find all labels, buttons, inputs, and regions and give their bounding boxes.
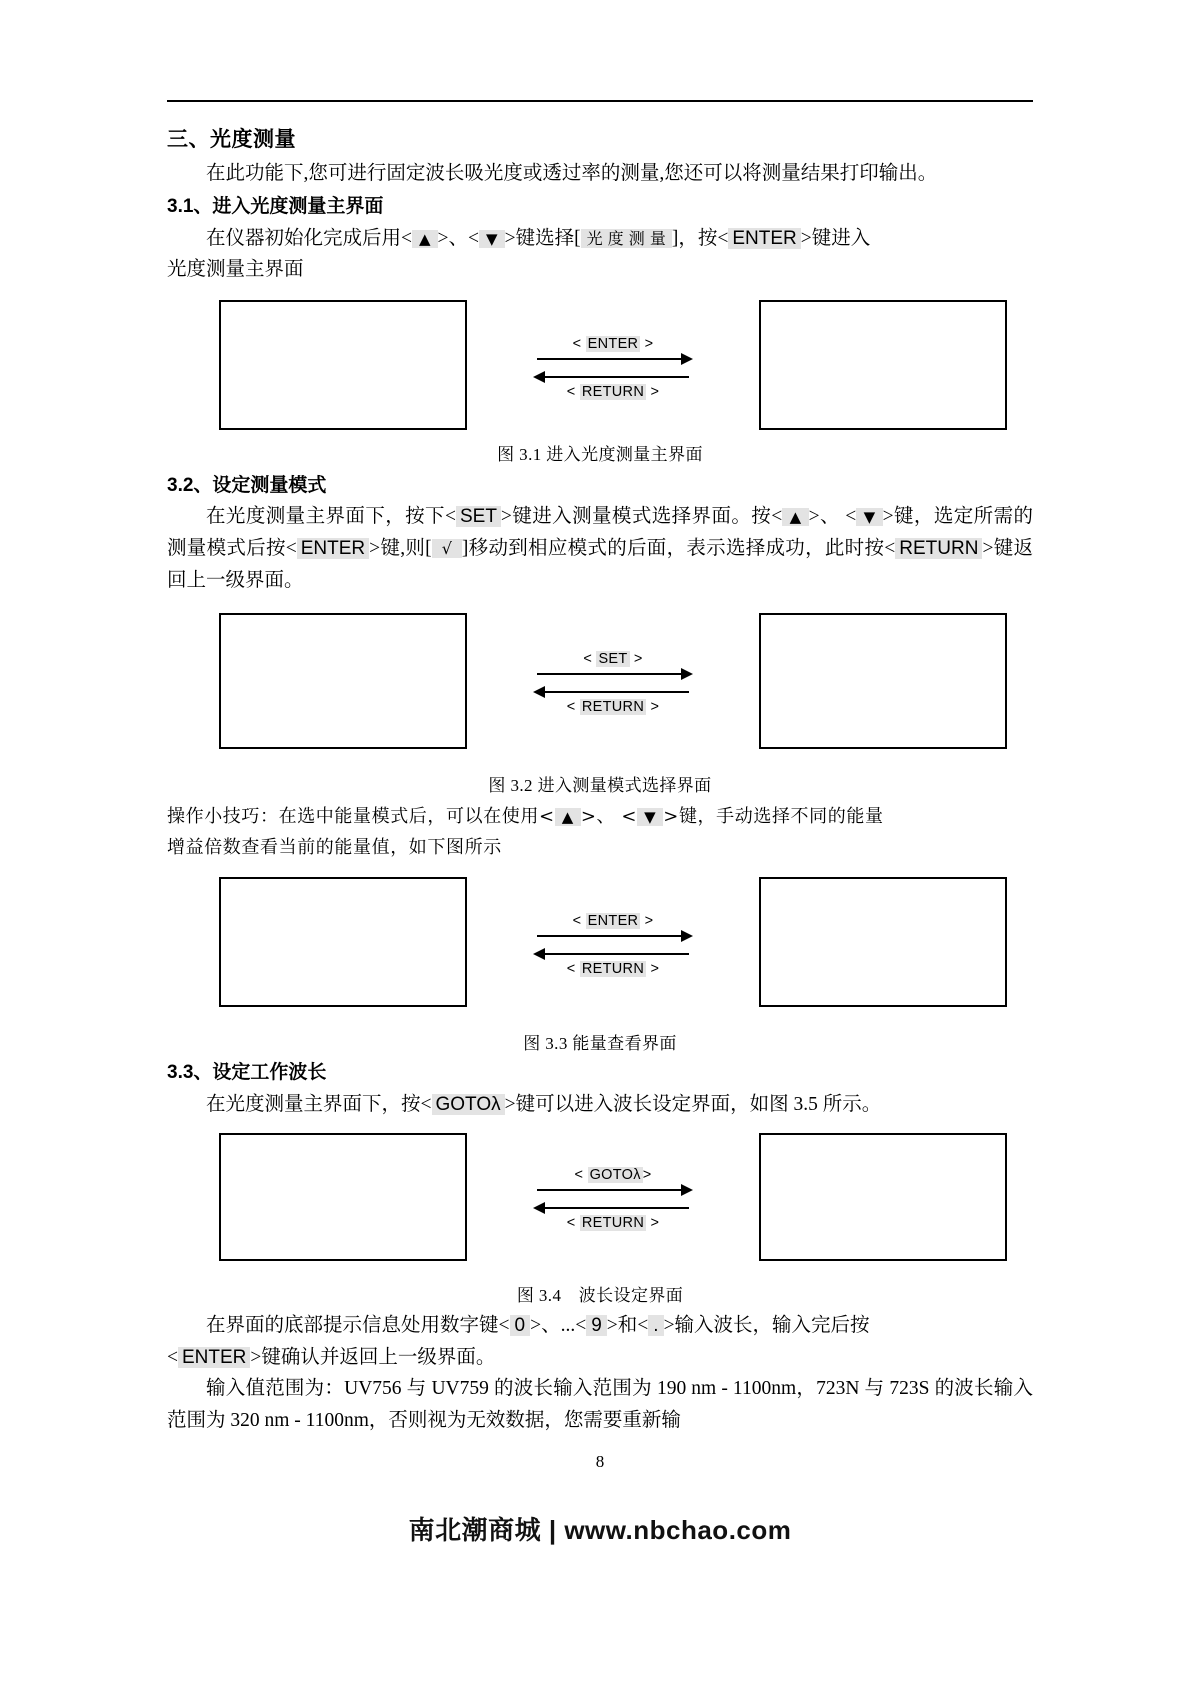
text-run: >键确认并返回上一级界面。 (250, 1346, 496, 1368)
page-title: 三、光度测量 (167, 128, 296, 151)
text-run: >键进入 (800, 227, 871, 249)
text-run: >键返回上一级界面。 (167, 538, 1034, 591)
text-run: 在仪器初始化完成后用< (206, 227, 412, 249)
figure-3-1-caption: 图 3.1 进入光度测量主界面 (497, 444, 703, 464)
arrow-back-label: < RETURN > (566, 961, 660, 978)
arrow-back-label: < RETURN > (566, 698, 660, 715)
paragraph-3-2 (167, 501, 1033, 596)
lcd-screen-after (759, 613, 1007, 749)
text-run: >、 < (808, 506, 857, 528)
operation-tip (167, 802, 1033, 864)
lcd-screen-before (219, 300, 467, 430)
text-run: ]，按< (671, 227, 729, 249)
text-run: >键进入测量模式选择界面。按< (500, 506, 783, 528)
page-number: 8 (595, 1452, 605, 1471)
arrow-forward-label: < SET > (583, 650, 643, 667)
arrow-forward-label: < ENTER > (572, 913, 654, 930)
figure-3-4 (167, 1133, 1033, 1306)
paragraph-wavelength-range: 输入值范围为：UV756 与 UV759 的波长输入范围为 190 nm - 1100nm，723N 与 723S 的波长输入范围为 320 nm - 1100nm，否则视为无效数据，您需要重新输 (167, 1378, 1033, 1431)
heading-3-2: 3.2、设定测量模式 (167, 474, 327, 496)
key-enter: ENTER (728, 228, 800, 249)
paragraph-input-keys (167, 1310, 1033, 1374)
lcd-screen-after (759, 877, 1007, 1007)
key-down-icon: ▼ (479, 230, 505, 248)
text-run: < (167, 1346, 178, 1368)
text-run: 增益倍数查看当前的能量值，如下图所示 (167, 836, 502, 858)
text-run: 在界面的底部提示信息处用数字键< (206, 1314, 510, 1336)
key-photometry-mode: 光 度 测 量 (581, 229, 672, 248)
lcd-screen-before (219, 613, 467, 749)
arrow-back (533, 947, 693, 961)
arrow-forward (533, 929, 693, 943)
key-down-icon: ▼ (856, 508, 882, 526)
text-run: >、...< (530, 1314, 587, 1336)
header-rule (167, 100, 1033, 102)
heading-3-3: 3.3、设定工作波长 (167, 1062, 327, 1084)
lcd-screen-after (759, 300, 1007, 430)
key-up-icon: ▲ (555, 808, 581, 826)
text-run: 光度测量主界面 (167, 259, 304, 281)
lcd-screen-before (219, 1133, 467, 1261)
check-mark-icon: √ (432, 539, 462, 558)
key-up-icon: ▲ (412, 230, 438, 248)
figure-3-3 (167, 877, 1033, 1054)
text-run: >键，手动选择不同的能量 (663, 805, 884, 827)
transition-arrows (533, 913, 693, 977)
key-down-icon: ▼ (637, 808, 663, 826)
arrow-back (533, 1201, 693, 1215)
text-run: 键，选定所需的测量模式后按< (167, 506, 1033, 560)
figure-3-2-caption: 图 3.2 进入测量模式选择界面 (488, 775, 712, 795)
text-run: >键可以进入波长设定界面，如图 3.5 所示。 (504, 1094, 882, 1116)
text-run: 在光度测量主界面下，按< (206, 1094, 432, 1116)
text-run: ]移动到相应模式的后面，表示选择成功，此时按< (461, 538, 896, 560)
key-digit-0: 0 (510, 1315, 531, 1336)
key-decimal-point: . (648, 1315, 663, 1336)
paragraph-3-1 (167, 223, 1033, 286)
lcd-screen-before (219, 877, 467, 1007)
text-run: 操作小技巧：在选中能量模式后，可以在使用< (167, 805, 555, 827)
arrow-back-label: < RETURN > (566, 383, 660, 400)
paragraph-3-3 (167, 1089, 1033, 1121)
text-run: >、< (437, 227, 480, 249)
figure-3-2 (167, 613, 1033, 796)
text-run: >、 < (580, 805, 638, 827)
key-enter: ENTER (178, 1347, 250, 1368)
transition-arrows (533, 1167, 693, 1231)
key-enter: ENTER (297, 538, 369, 559)
arrow-back (533, 685, 693, 699)
section-intro: 在此功能下,您可进行固定波长吸光度或透过率的测量,您还可以将测量结果打印输出。 (206, 163, 938, 185)
transition-arrows (533, 336, 693, 400)
text-run: >键选择[ (504, 227, 581, 249)
transition-arrows (533, 651, 693, 715)
key-up-icon: ▲ (782, 508, 808, 526)
key-set: SET (456, 506, 501, 527)
figure-3-1 (167, 300, 1033, 465)
arrow-forward (533, 1183, 693, 1197)
text-run: > (882, 506, 894, 528)
arrow-forward-label: < GOTOλ > (574, 1166, 652, 1183)
site-watermark: 南北潮商城 | www.nbchao.com (408, 1515, 792, 1545)
lcd-screen-after (759, 1133, 1007, 1261)
key-goto-lambda: GOTOλ (432, 1094, 505, 1115)
text-run: >和< (606, 1314, 649, 1336)
arrow-forward-label: < ENTER > (572, 335, 654, 352)
figure-3-3-caption: 图 3.3 能量查看界面 (523, 1034, 677, 1054)
arrow-forward (533, 667, 693, 681)
key-return: RETURN (895, 538, 982, 559)
text-run: >输入波长，输入完后按 (663, 1314, 870, 1336)
key-digit-9: 9 (586, 1315, 607, 1336)
text-run: >键,则[ (369, 538, 432, 560)
text-run: 在光度测量主界面下，按下< (206, 506, 456, 528)
figure-3-4-caption: 图 3.4 波长设定界面 (516, 1285, 684, 1305)
heading-3-1: 3.1、进入光度测量主界面 (167, 195, 384, 217)
arrow-forward (533, 352, 693, 366)
page-content (167, 126, 1033, 1437)
arrow-back-label: < RETURN > (566, 1214, 660, 1231)
arrow-back (533, 370, 693, 384)
